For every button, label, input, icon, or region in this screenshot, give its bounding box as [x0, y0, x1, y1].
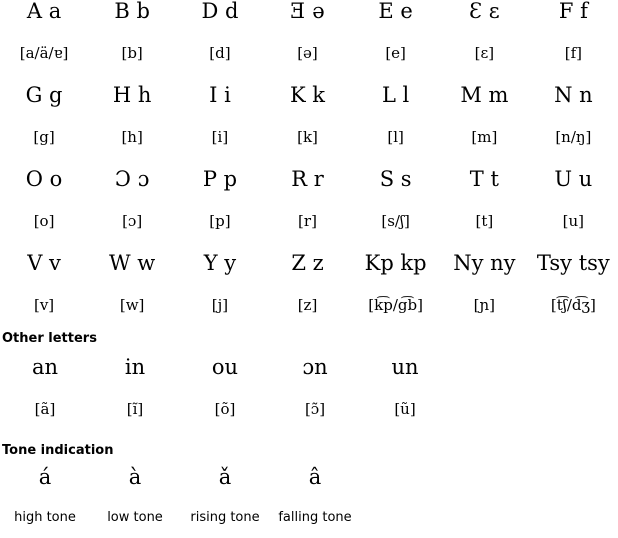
letter-row-3 — [0, 158, 618, 200]
ipa-cell: [g] — [33, 128, 55, 146]
ipa-cell: [ɔ] — [122, 212, 143, 230]
ipa-cell: [m] — [471, 128, 498, 146]
ipa-cell: [ũ] — [394, 400, 416, 418]
letter-cell: B b — [114, 0, 150, 23]
ipa-row-3 — [0, 200, 618, 242]
letter-cell: Kp kp — [364, 251, 427, 275]
letter-cell: A a — [26, 0, 62, 23]
other-letters-table — [0, 346, 450, 430]
ipa-cell: [b] — [121, 44, 143, 62]
tone-label-cell: rising tone — [190, 510, 260, 525]
tone-mark-row — [0, 456, 360, 498]
letter-cell: U u — [554, 167, 593, 191]
tone-indication-heading: Tone indication — [2, 443, 114, 458]
tone-label-row — [0, 498, 360, 538]
ipa-cell: [õ] — [214, 400, 236, 418]
ipa-cell: [k] — [297, 128, 318, 146]
ipa-cell: [s/ʃ] — [381, 212, 410, 230]
letter-cell: K k — [289, 83, 326, 107]
ipa-cell: [ə] — [297, 44, 318, 62]
letter-cell: D d — [201, 0, 239, 23]
tones-table — [0, 456, 360, 538]
tone-mark-cell: â — [308, 465, 322, 489]
letter-cell: R r — [291, 167, 324, 191]
letter-cell: G g — [25, 83, 63, 107]
ipa-cell: [v] — [33, 296, 55, 314]
tone-mark-cell: á — [38, 465, 52, 489]
tone-label-cell: low tone — [107, 510, 163, 525]
ipa-cell: [ĩ] — [126, 400, 144, 418]
letter-cell: S s — [379, 167, 412, 191]
ipa-cell: [l] — [387, 128, 404, 146]
ipa-cell: [ɔ̃] — [304, 400, 326, 418]
ipa-cell: [u] — [562, 212, 585, 230]
ipa-cell: [k͡p/g͡b] — [368, 296, 423, 314]
letter-cell: O o — [25, 167, 63, 191]
letter-cell: T t — [469, 167, 499, 191]
ipa-cell: [o] — [33, 212, 55, 230]
ipa-cell: [i] — [211, 128, 229, 146]
ipa-cell: [ã] — [34, 400, 56, 418]
ipa-row-4 — [0, 284, 618, 326]
letter-cell: N n — [554, 83, 593, 107]
letter-cell: in — [124, 355, 146, 379]
letter-cell: F f — [558, 0, 588, 23]
letter-cell: an — [31, 355, 59, 379]
letter-cell: E e — [378, 0, 413, 23]
letter-cell: V v — [27, 251, 61, 275]
letter-cell: W w — [109, 251, 156, 275]
letter-row-4 — [0, 242, 618, 284]
letter-cell: Z z — [291, 251, 324, 275]
letter-row-2 — [0, 74, 618, 116]
ipa-cell: [h] — [121, 128, 143, 146]
letter-cell: Y y — [203, 251, 237, 275]
ipa-cell: [p] — [209, 212, 231, 230]
ipa-cell: [w] — [119, 296, 145, 314]
other-letter-row — [0, 346, 450, 388]
letter-cell: Ny ny — [453, 251, 516, 275]
ipa-cell: [t͡ʃ/d͡ʒ] — [550, 296, 596, 314]
other-letters-heading: Other letters — [2, 331, 97, 346]
ipa-row-1 — [0, 32, 618, 74]
letter-cell: M m — [460, 83, 509, 107]
letter-cell: ɔn — [302, 355, 328, 379]
ipa-cell: [n/ŋ] — [555, 128, 592, 146]
letter-cell: I i — [209, 83, 231, 107]
letter-cell: P p — [202, 167, 238, 191]
other-ipa-row — [0, 388, 450, 430]
letter-row-1 — [0, 0, 618, 32]
letter-cell: Ɔ ɔ — [114, 167, 150, 191]
ipa-cell: [a/ä/ɐ] — [19, 44, 69, 62]
letter-cell: L l — [381, 83, 410, 107]
tone-mark-cell: ǎ — [218, 465, 232, 489]
ipa-cell: [r] — [298, 212, 317, 230]
ipa-cell: [e] — [385, 44, 406, 62]
tone-mark-cell: à — [128, 465, 142, 489]
ipa-cell: [j] — [211, 296, 229, 314]
ipa-cell: [ɲ] — [473, 296, 496, 314]
letter-cell: ou — [211, 355, 239, 379]
letter-cell: Ɛ ɛ — [469, 0, 500, 23]
letter-cell: Ǝ ə — [290, 0, 325, 23]
ipa-cell: [d] — [209, 44, 231, 62]
ipa-cell: [t] — [475, 212, 494, 230]
ipa-cell: [z] — [297, 296, 318, 314]
ipa-row-2 — [0, 116, 618, 158]
tone-label-cell: falling tone — [278, 510, 352, 525]
tone-label-cell: high tone — [14, 510, 76, 525]
ipa-cell: [ɛ] — [474, 44, 495, 62]
letter-cell: un — [391, 355, 419, 379]
letter-cell: Tsy tsy — [536, 251, 610, 275]
letter-cell: H h — [112, 83, 152, 107]
ipa-cell: [f] — [564, 44, 582, 62]
